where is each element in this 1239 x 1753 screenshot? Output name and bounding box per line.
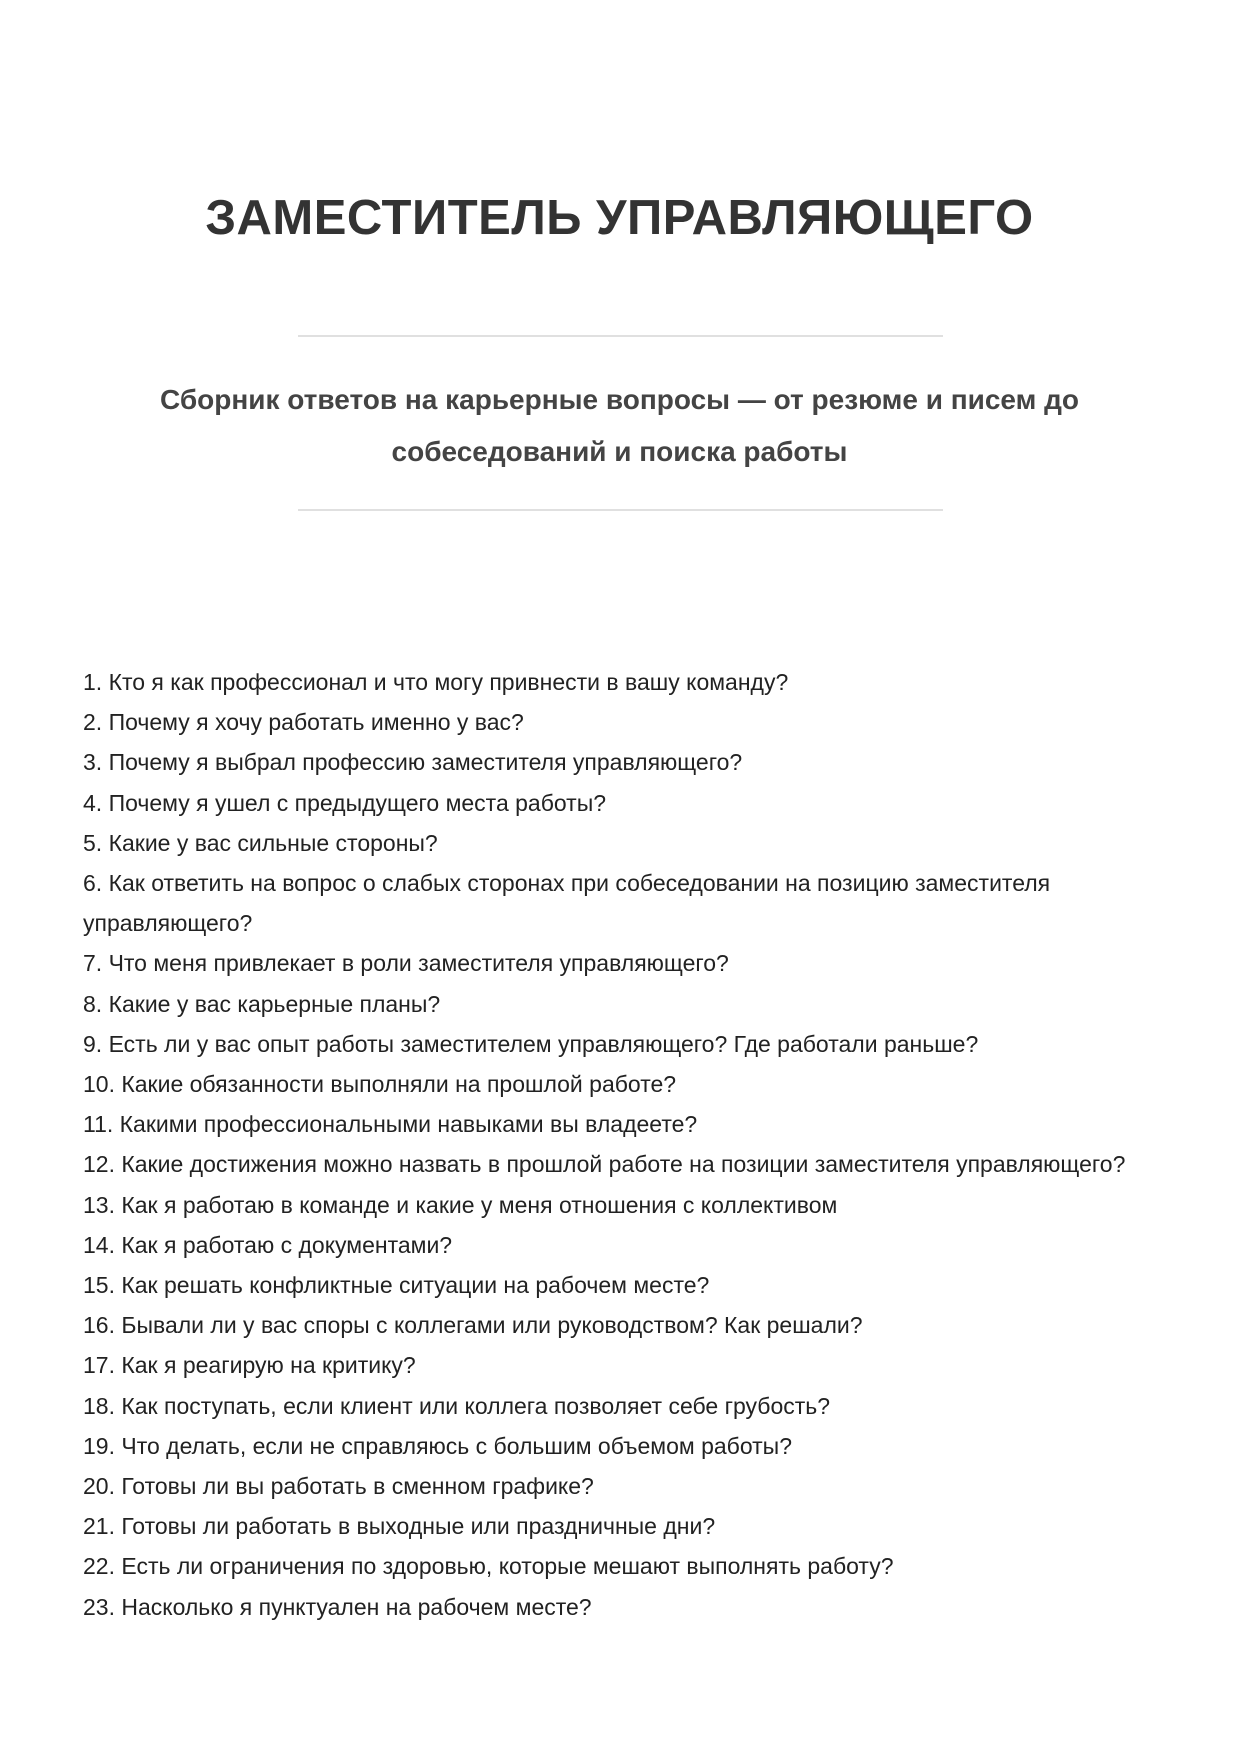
question-item: 4. Почему я ушел с предыдущего места работы? <box>83 789 607 816</box>
question-item: 23. Насколько я пунктуален на рабочем месте? <box>83 1593 592 1620</box>
question-item: 10. Какие обязанности выполняли на прошлой работе? <box>83 1071 677 1098</box>
subtitle: Сборник ответов на карьерные вопросы — от резюме и писем до собеседований и поиска работы <box>160 384 1079 467</box>
question-item: 1. Кто я как профессионал и что могу привнести в вашу команду? <box>83 669 789 695</box>
question-item: 12. Какие достижения можно назвать в прошлой работе на позиции заместителя управляющего? <box>83 1151 1126 1178</box>
question-item: 6. Как ответить на вопрос о слабых сторонах при собеседовании на позицию заместителя управляющего? <box>83 870 1051 937</box>
question-item: 20. Готовы ли вы работать в сменном графике? <box>83 1473 594 1500</box>
question-item: 18. Как поступать, если клиент или коллега позволяет себе грубость? <box>83 1392 831 1419</box>
question-item: 21. Готовы ли работать в выходные или праздничные дни? <box>83 1513 716 1540</box>
question-item: 11. Какими профессиональными навыками вы владеете? <box>83 1111 698 1138</box>
question-item: 9. Есть ли у вас опыт работы заместителем управляющего? Где работали раньше? <box>83 1030 979 1057</box>
question-item: 22. Есть ли ограничения по здоровью, которые мешают выполнять работу? <box>83 1553 894 1580</box>
question-item: 2. Почему я хочу работать именно у вас? <box>83 709 524 736</box>
question-item: 19. Что делать, если не справляюсь с большим объемом работы? <box>83 1432 792 1459</box>
questions-list <box>83 662 1153 1627</box>
question-item: 15. Как решать конфликтные ситуации на рабочем месте? <box>83 1272 710 1299</box>
question-item: 8. Какие у вас карьерные планы? <box>83 990 441 1017</box>
divider-top <box>298 335 943 337</box>
question-item: 7. Что меня привлекает в роли заместителя управляющего? <box>83 950 729 977</box>
question-item: 3. Почему я выбрал профессию заместителя управляющего? <box>83 749 743 776</box>
page-title: ЗАМЕСТИТЕЛЬ УПРАВЛЯЮЩЕГО <box>205 191 1034 245</box>
question-item: 5. Какие у вас сильные стороны? <box>83 829 438 856</box>
question-item: 17. Как я реагирую на критику? <box>83 1352 416 1379</box>
divider-bottom <box>298 509 943 511</box>
question-item: 16. Бывали ли у вас споры с коллегами или руководством? Как решали? <box>83 1312 863 1339</box>
question-item: 13. Как я работаю в команде и какие у меня отношения с коллективом <box>83 1191 838 1218</box>
question-item: 14. Как я работаю с документами? <box>83 1231 453 1258</box>
